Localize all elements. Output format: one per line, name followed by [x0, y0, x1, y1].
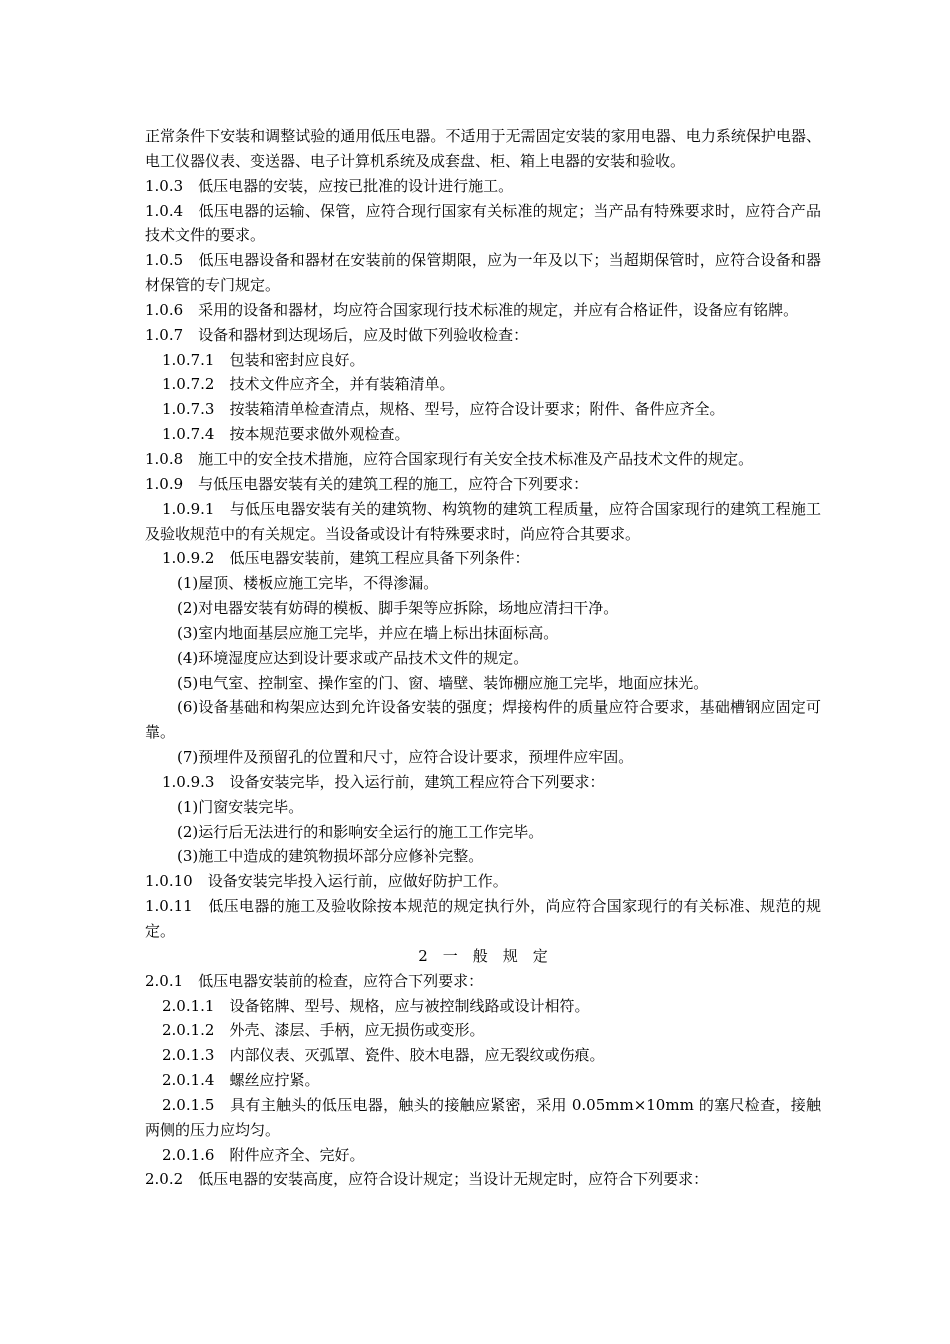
- paragraph: (4)环境湿度应达到设计要求或产品技术文件的规定。: [177, 648, 529, 667]
- paragraph: 1.0.5 低压电器设备和器材在安装前的保管期限，应为一年及以下；当超期保管时，应符合设备和器材保管的专门规定。: [145, 251, 821, 295]
- paragraph: (2)运行后无法进行的和影响安全运行的施工工作完毕。: [177, 822, 544, 841]
- paragraph: 2.0.1.5 具有主触头的低压电器，触头的接触应紧密，采用 0.05mm×10mm 的塞尺检查，接触两侧的压力应均匀。: [145, 1095, 821, 1139]
- paragraph: 2.0.1.6 附件应齐全、完好。: [162, 1145, 365, 1164]
- paragraph: 2.0.1.3 内部仪表、灭弧罩、瓷件、胶木电器，应无裂纹或伤痕。: [162, 1046, 605, 1065]
- paragraph: (2)对电器安装有妨碍的模板、脚手架等应拆除，场地应清扫干净。: [177, 599, 619, 618]
- paragraph: 1.0.3 低压电器的安装，应按已批准的设计进行施工。: [145, 176, 514, 195]
- paragraph: 1.0.10 设备安装完毕投入运行前，应做好防护工作。: [145, 872, 508, 891]
- paragraph: 1.0.9.2 低压电器安装前，建筑工程应具备下列条件：: [162, 549, 530, 568]
- paragraph: 1.0.7.3 按装箱清单检查清点，规格、型号，应符合设计要求；附件、备件应齐全。: [162, 400, 725, 419]
- paragraph: (3)室内地面基层应施工完毕，并应在墙上标出抹面标高。: [177, 623, 559, 642]
- paragraph: 1.0.9.3 设备安装完毕，投入运行前，建筑工程应符合下列要求：: [162, 772, 605, 791]
- paragraph: 1.0.7.2 技术文件应齐全，并有装箱清单。: [162, 375, 455, 394]
- paragraph: 1.0.7 设备和器材到达现场后，应及时做下列验收检查：: [145, 325, 529, 344]
- paragraph: 1.0.8 施工中的安全技术措施，应符合国家现行有关安全技术标准及产品技术文件的规定。: [145, 449, 754, 468]
- paragraph: 1.0.6 采用的设备和器材，均应符合国家现行技术标准的规定，并应有合格证件，设备应有铭牌。: [145, 300, 799, 319]
- paragraph: (7)预埋件及预留孔的位置和尺寸，应符合设计要求，预埋件应牢固。: [177, 748, 634, 767]
- paragraph: 2.0.1 低压电器安装前的检查，应符合下列要求：: [145, 971, 484, 990]
- paragraph: 1.0.9 与低压电器安装有关的建筑工程的施工，应符合下列要求：: [145, 474, 589, 493]
- paragraph: (6)设备基础和构架应达到允许设备安装的强度；焊接构件的质量应符合要求，基础槽钢应固定可靠。: [145, 698, 821, 742]
- paragraph: 1.0.9.1 与低压电器安装有关的建筑物、构筑物的建筑工程质量，应符合国家现行的建筑工程施工及验收规范中的有关规定。当设备或设计有特殊要求时，尚应符合其要求。: [145, 499, 821, 543]
- paragraph: (3)施工中造成的建筑物损坏部分应修补完整。: [177, 847, 484, 866]
- paragraph: 2.0.1.1 设备铭牌、型号、规格，应与被控制线路或设计相符。: [162, 996, 590, 1015]
- paragraph: 1.0.4 低压电器的运输、保管，应符合现行国家有关标准的规定；当产品有特殊要求时，应符合产品技术文件的要求。: [145, 201, 821, 245]
- paragraph: 2.0.2 低压电器的安装高度，应符合设计规定；当设计无规定时，应符合下列要求：: [145, 1170, 709, 1189]
- paragraph: (1)门窗安装完毕。: [177, 797, 304, 816]
- paragraph: 2.0.1.4 螺丝应拧紧。: [162, 1071, 320, 1090]
- paragraph: 1.0.11 低压电器的施工及验收除按本规范的规定执行外，尚应符合国家现行的有关标准、规范的规定。: [145, 897, 821, 940]
- document-body: [145, 124, 821, 1192]
- paragraph: 2.0.1.2 外壳、漆层、手柄，应无损伤或变形。: [162, 1021, 485, 1040]
- section-heading: 2 一 般 规 定: [418, 946, 548, 965]
- paragraph: 正常条件下安装和调整试验的通用低压电器。不适用于无需固定安装的家用电器、电力系统保护电器、电工仪器仪表、变送器、电子计算机系统及成套盘、柜、箱上电器的安装和验收。: [145, 127, 821, 170]
- paragraph: 1.0.7.1 包装和密封应良好。: [162, 350, 365, 369]
- paragraph: 1.0.7.4 按本规范要求做外观检查。: [162, 425, 410, 444]
- paragraph: (5)电气室、控制室、操作室的门、窗、墙壁、装饰棚应施工完毕，地面应抹光。: [177, 673, 709, 692]
- paragraph: (1)屋顶、楼板应施工完毕，不得渗漏。: [177, 574, 439, 593]
